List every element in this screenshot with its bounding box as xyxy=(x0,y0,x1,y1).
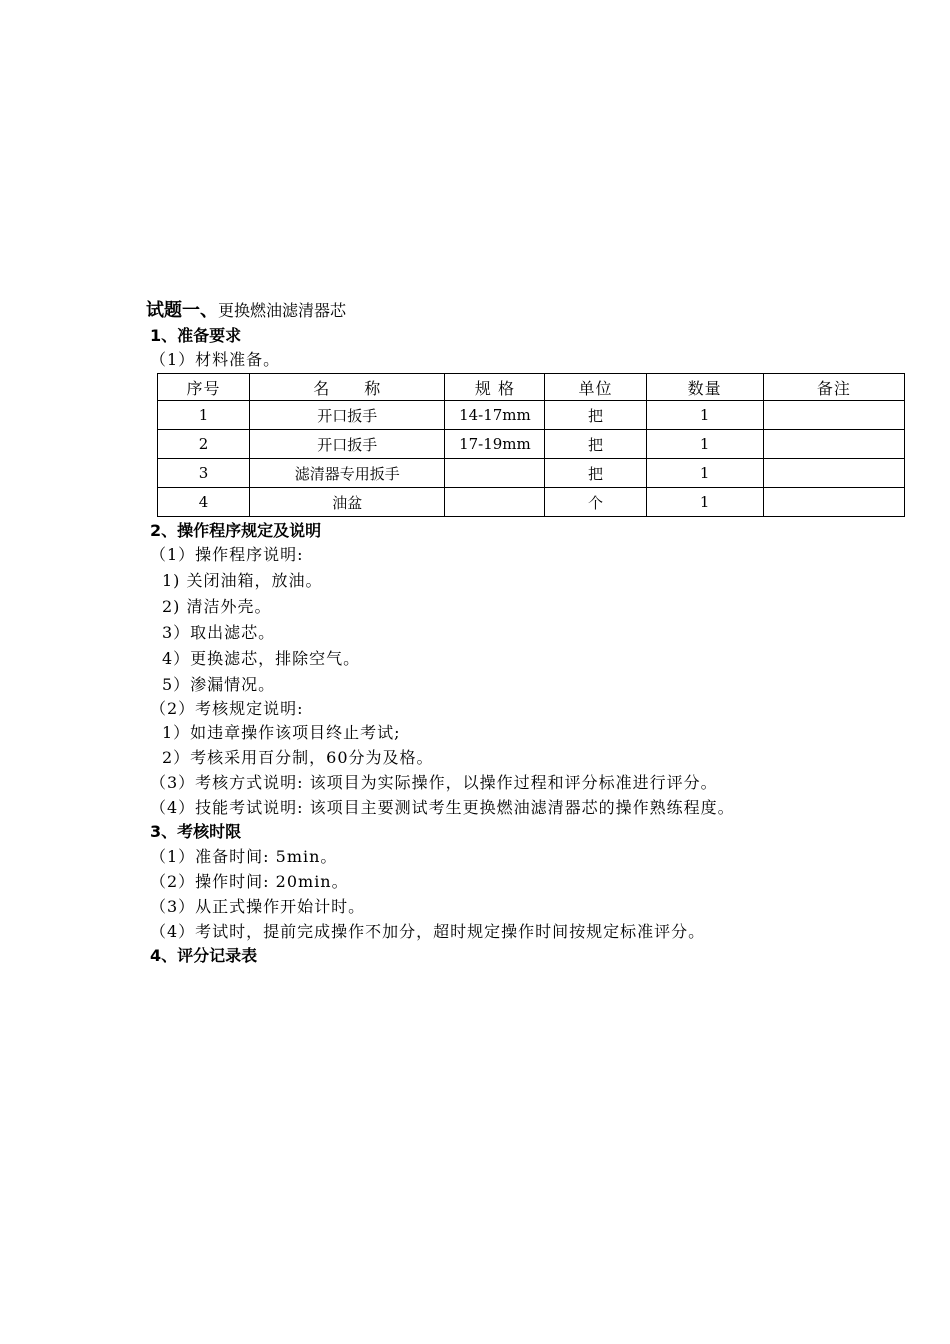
cell-notes xyxy=(763,488,904,517)
cell-unit: 个 xyxy=(545,488,646,517)
time-item: （3）从正式操作开始计时。 xyxy=(150,897,366,916)
cell-unit: 把 xyxy=(545,430,646,459)
time-item: （1）准备时间: 5min。 xyxy=(150,847,338,866)
cell-name: 开口扳手 xyxy=(250,401,445,430)
section3-heading: 3、考核时限 xyxy=(150,822,242,841)
cell-notes xyxy=(763,459,904,488)
cell-spec: 17-19mm xyxy=(445,430,545,459)
cell-seq: 1 xyxy=(158,401,250,430)
procedure-step: 5）渗漏情况。 xyxy=(162,675,276,694)
cell-notes xyxy=(763,401,904,430)
cell-name: 开口扳手 xyxy=(250,430,445,459)
procedure-step: 4）更换滤芯，排除空气。 xyxy=(162,649,361,668)
time-item: （2）操作时间: 20min。 xyxy=(150,872,349,891)
section2-p3: （3）考核方式说明: 该项目为实际操作，以操作过程和评分标准进行评分。 xyxy=(150,773,718,792)
cell-qty: 1 xyxy=(646,459,763,488)
table-row xyxy=(158,430,905,459)
header-unit: 单位 xyxy=(545,374,646,401)
cell-name: 油盆 xyxy=(250,488,445,517)
table-row xyxy=(158,488,905,517)
cell-seq: 3 xyxy=(158,459,250,488)
cell-seq: 4 xyxy=(158,488,250,517)
section2-p2: （2）考核规定说明: xyxy=(150,699,304,718)
cell-spec xyxy=(445,459,545,488)
cell-seq: 2 xyxy=(158,430,250,459)
section4-heading: 4、评分记录表 xyxy=(150,946,258,965)
cell-notes xyxy=(763,430,904,459)
cell-qty: 1 xyxy=(646,488,763,517)
cell-name: 滤清器专用扳手 xyxy=(250,459,445,488)
procedure-step: 3）取出滤芯。 xyxy=(162,623,276,642)
cell-qty: 1 xyxy=(646,430,763,459)
exam-title-sub: 更换燃油滤清器芯 xyxy=(218,301,347,320)
procedure-step: 1) 关闭油箱，放油。 xyxy=(162,571,323,590)
header-seq: 序号 xyxy=(158,374,250,401)
header-spec: 规 格 xyxy=(445,374,545,401)
cell-qty: 1 xyxy=(646,401,763,430)
exam-title-main: 试题一、 xyxy=(146,300,218,321)
exam-title xyxy=(146,300,346,322)
header-name: 名 称 xyxy=(250,374,445,401)
table-row xyxy=(158,401,905,430)
header-qty: 数量 xyxy=(646,374,763,401)
table-row xyxy=(158,459,905,488)
rule-item: 1）如违章操作该项目终止考试; xyxy=(162,723,401,742)
procedure-step: 2) 清洁外壳。 xyxy=(162,597,272,616)
section2-heading: 2、操作程序规定及说明 xyxy=(150,521,322,540)
materials-table xyxy=(157,373,905,517)
section2-p4: （4）技能考试说明: 该项目主要测试考生更换燃油滤清器芯的操作熟练程度。 xyxy=(150,798,735,817)
cell-spec: 14-17mm xyxy=(445,401,545,430)
header-notes: 备注 xyxy=(763,374,904,401)
section1-sub: （1）材料准备。 xyxy=(150,350,281,369)
section1-heading: 1、准备要求 xyxy=(150,326,242,345)
rule-item: 2）考核采用百分制，60分为及格。 xyxy=(162,748,434,767)
section2-p1: （1）操作程序说明: xyxy=(150,545,304,564)
table-header-row xyxy=(158,374,905,401)
cell-unit: 把 xyxy=(545,459,646,488)
time-item: （4）考试时，提前完成操作不加分，超时规定操作时间按规定标准评分。 xyxy=(150,922,706,941)
cell-unit: 把 xyxy=(545,401,646,430)
cell-spec xyxy=(445,488,545,517)
